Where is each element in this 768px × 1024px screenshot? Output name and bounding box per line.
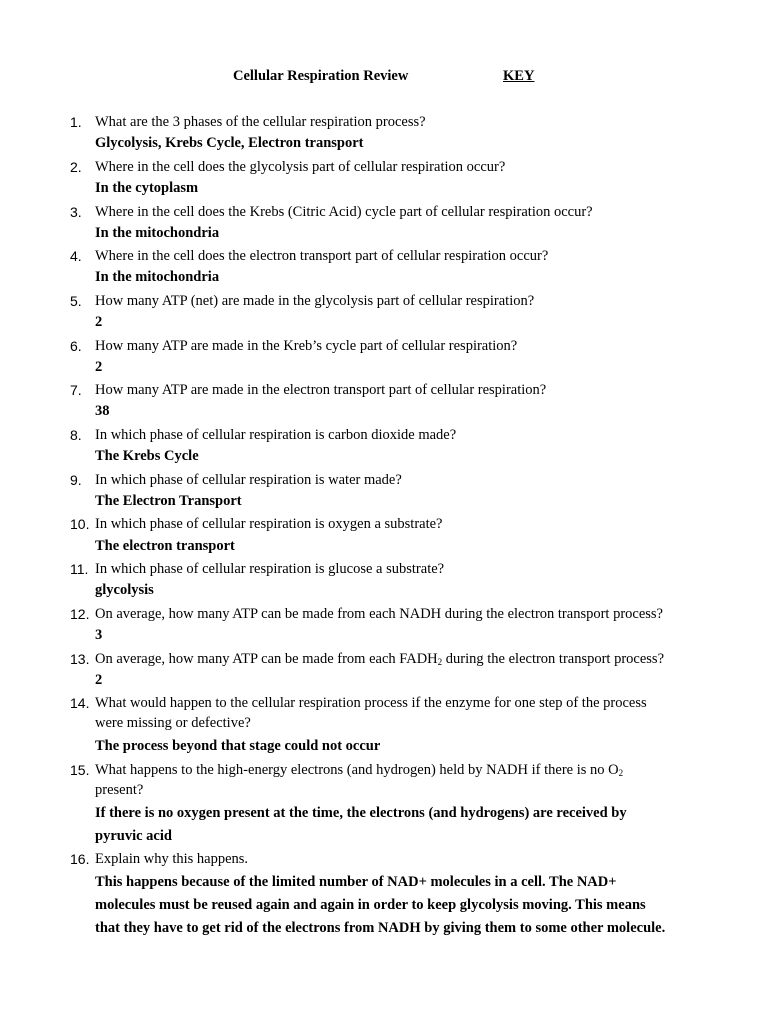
question-text: What would happen to the cellular respiration process if the enzyme for one step of the process	[95, 695, 647, 711]
question-number: 14.	[70, 695, 90, 711]
question-text: How many ATP are made in the Kreb’s cycle part of cellular respiration?	[95, 338, 518, 354]
question-text: Where in the cell does the glycolysis part of cellular respiration occur?	[95, 159, 506, 175]
answer-15: If there is no oxygen present at the time, the electrons (and hydrogens) are received by	[95, 805, 627, 821]
answer-1: Glycolysis, Krebs Cycle, Electron transport	[95, 135, 364, 151]
answer-13: 2	[95, 672, 103, 688]
question-number: 4.	[70, 248, 82, 264]
answer-16-line-3: that they have to get rid of the electrons from NADH by giving them to some other molecule.	[95, 920, 666, 936]
question-text-part: On average, how many ATP can be made from each FADH	[95, 651, 438, 667]
answer-7: 38	[95, 403, 110, 419]
question-number: 11.	[70, 561, 89, 577]
answer-9: The Electron Transport	[95, 493, 242, 509]
question-text: What are the 3 phases of the cellular respiration process?	[95, 114, 426, 130]
question-text: How many ATP (net) are made in the glycolysis part of cellular respiration?	[95, 293, 535, 309]
question-text-part: during the electron transport process?	[442, 651, 665, 667]
question-number: 3.	[70, 204, 82, 220]
answer-12: 3	[95, 627, 103, 643]
question-text: were missing or defective?	[95, 715, 251, 731]
question-number: 13.	[70, 651, 90, 667]
answer-16-line-2: molecules must be reused again and again in order to keep glycolysis moving. This means	[95, 897, 646, 913]
question-number: 6.	[70, 338, 82, 354]
question-text: How many ATP are made in the electron transport part of cellular respiration?	[95, 382, 547, 398]
question-text: In which phase of cellular respiration is carbon dioxide made?	[95, 427, 457, 443]
question-number: 9.	[70, 472, 82, 488]
question-text: In which phase of cellular respiration is glucose a substrate?	[95, 561, 445, 577]
answer-11: glycolysis	[95, 582, 154, 598]
answer-5: 2	[95, 314, 103, 330]
question-text: In which phase of cellular respiration is oxygen a substrate?	[95, 516, 443, 532]
question-text: present?	[95, 782, 144, 798]
question-text-part: What happens to the high-energy electrons (and hydrogen) held by NADH if there is no O	[95, 762, 619, 778]
question-text: Explain why this happens.	[95, 851, 249, 867]
question-text: Where in the cell does the electron transport part of cellular respiration occur?	[95, 248, 549, 264]
question-text: In which phase of cellular respiration is water made?	[95, 472, 402, 488]
question-number: 10.	[70, 516, 90, 532]
answer-14: The process beyond that stage could not occur	[95, 738, 381, 754]
answer-6: 2	[95, 359, 103, 375]
answer-10: The electron transport	[95, 538, 235, 554]
page-title: Cellular Respiration Review	[233, 68, 409, 84]
key-label: KEY	[503, 68, 535, 84]
answer-16: This happens because of the limited number of NAD+ molecules in a cell. The NAD+	[95, 874, 617, 890]
answer-2: In the cytoplasm	[95, 180, 199, 196]
question-number: 12.	[70, 606, 90, 622]
question-number: 7.	[70, 382, 82, 398]
question-number: 5.	[70, 293, 82, 309]
question-number: 8.	[70, 427, 82, 443]
subscript: 2	[618, 768, 624, 778]
subscript: 2	[437, 657, 443, 667]
question-number: 2.	[70, 159, 82, 175]
question-text: Where in the cell does the Krebs (Citric Acid) cycle part of cellular respiration occur?	[95, 204, 593, 220]
answer-3: In the mitochondria	[95, 225, 220, 241]
answer-15-line-2: pyruvic acid	[95, 828, 172, 844]
answer-4: In the mitochondria	[95, 269, 220, 285]
question-text: On average, how many ATP can be made from each NADH during the electron transport process?	[95, 606, 663, 622]
answer-8: The Krebs Cycle	[95, 448, 199, 464]
question-number: 16.	[70, 851, 90, 867]
question-number: 15.	[70, 762, 90, 778]
question-number: 1.	[70, 114, 82, 130]
